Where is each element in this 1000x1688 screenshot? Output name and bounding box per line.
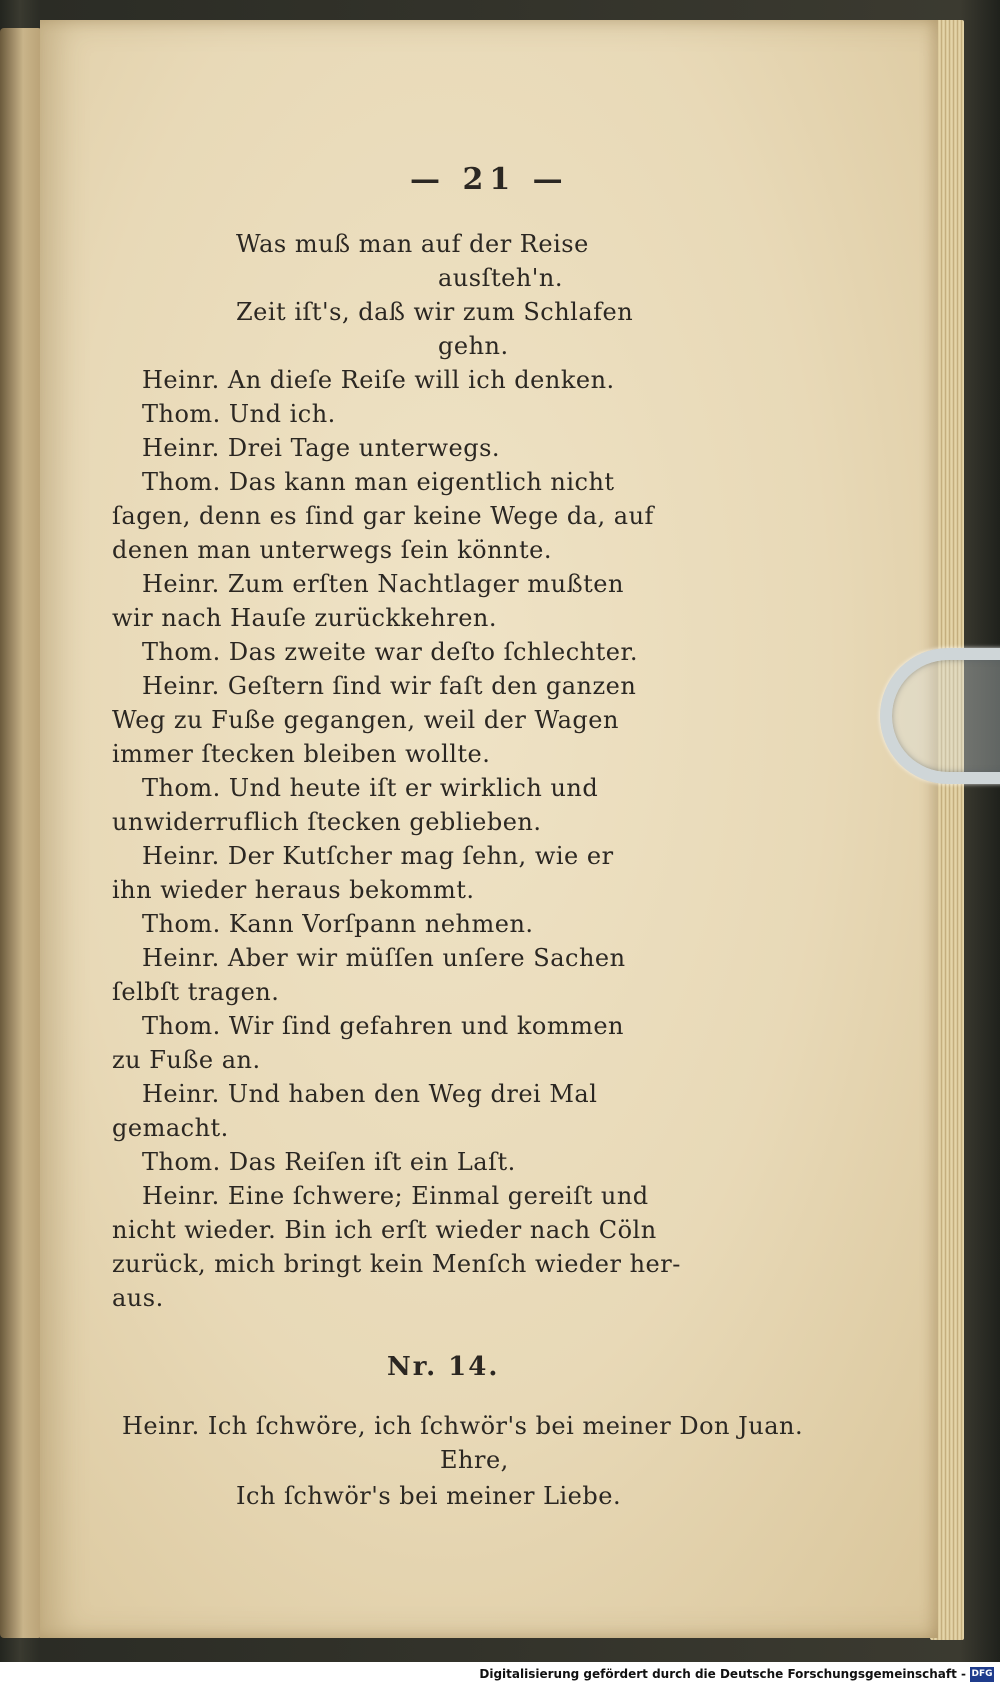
dfg-logo-icon: DFG bbox=[970, 1667, 994, 1682]
text-line: immer ſtecken bleiben wollte. bbox=[112, 740, 491, 768]
text-line: zu Fuße an. bbox=[112, 1046, 261, 1074]
text-line: Thom. Und heute iſt er wirklich und bbox=[142, 774, 599, 802]
text-line: Weg zu Fuße gegangen, weil der Wagen bbox=[112, 706, 619, 734]
text-line: nicht wieder. Bin ich erſt wieder nach Cöln bbox=[112, 1216, 657, 1244]
book-page bbox=[40, 20, 938, 1638]
text-line: Heinr. Der Kutſcher mag ſehn, wie er bbox=[142, 842, 614, 870]
section-heading: Nr. 14. bbox=[387, 1352, 500, 1382]
text-line: Heinr. Eine ſchwere; Einmal gereiſt und bbox=[142, 1182, 649, 1210]
text-line: Was muß man auf der Reise bbox=[236, 230, 589, 258]
page-number: — 21 — bbox=[410, 162, 569, 197]
text-line: denen man unterwegs ſein könnte. bbox=[112, 536, 552, 564]
text-line: unwiderruflich ſtecken geblieben. bbox=[112, 808, 542, 836]
text-line: gehn. bbox=[438, 332, 509, 360]
text-line: ſagen, denn es ſind gar keine Wege da, auf bbox=[112, 502, 654, 530]
text-line: Heinr. Drei Tage unterwegs. bbox=[142, 434, 501, 462]
text-line: Thom. Und ich. bbox=[142, 400, 336, 428]
text-line: ſelbſt tragen. bbox=[112, 978, 280, 1006]
text-line: Heinr. Und haben den Weg drei Mal bbox=[142, 1080, 598, 1108]
text-line: Thom. Wir ſind gefahren und kommen bbox=[142, 1012, 625, 1040]
text-line: gemacht. bbox=[112, 1114, 229, 1142]
text-line: ausſteh'n. bbox=[438, 264, 563, 292]
song-line: Heinr. Ich ſchwöre, ich ſchwör's bei meiner Don Juan. bbox=[122, 1412, 804, 1440]
text-line: Thom. Das kann man eigentlich nicht bbox=[142, 468, 615, 496]
text-line: Heinr. Zum erſten Nachtlager mußten bbox=[142, 570, 624, 598]
footer-bar bbox=[0, 1662, 1000, 1688]
text-line: ihn wieder heraus bekommt. bbox=[112, 876, 475, 904]
song-line: Ehre, bbox=[440, 1446, 509, 1474]
text-line: Thom. Das Reiſen iſt ein Laſt. bbox=[142, 1148, 516, 1176]
footer-credit: Digitalisierung gefördert durch die Deutsche Forschungsgemeinschaft - bbox=[479, 1667, 966, 1681]
song-line: Ich ſchwör's bei meiner Liebe. bbox=[236, 1482, 622, 1510]
text-line: Zeit iſt's, daß wir zum Schlafen bbox=[236, 298, 634, 326]
left-page-edge bbox=[0, 28, 42, 1638]
text-line: zurück, mich bringt kein Menſch wieder her- bbox=[112, 1250, 681, 1278]
text-line: aus. bbox=[112, 1284, 164, 1312]
text-line: Heinr. An dieſe Reiſe will ich denken. bbox=[142, 366, 615, 394]
text-line: wir nach Hauſe zurückkehren. bbox=[112, 604, 498, 632]
text-line: Heinr. Aber wir müſſen unſere Sachen bbox=[142, 944, 626, 972]
text-line: Thom. Kann Vorſpann nehmen. bbox=[142, 910, 534, 938]
text-line: Heinr. Geſtern ſind wir faſt den ganzen bbox=[142, 672, 637, 700]
text-line: Thom. Das zweite war deſto ſchlechter. bbox=[142, 638, 638, 666]
